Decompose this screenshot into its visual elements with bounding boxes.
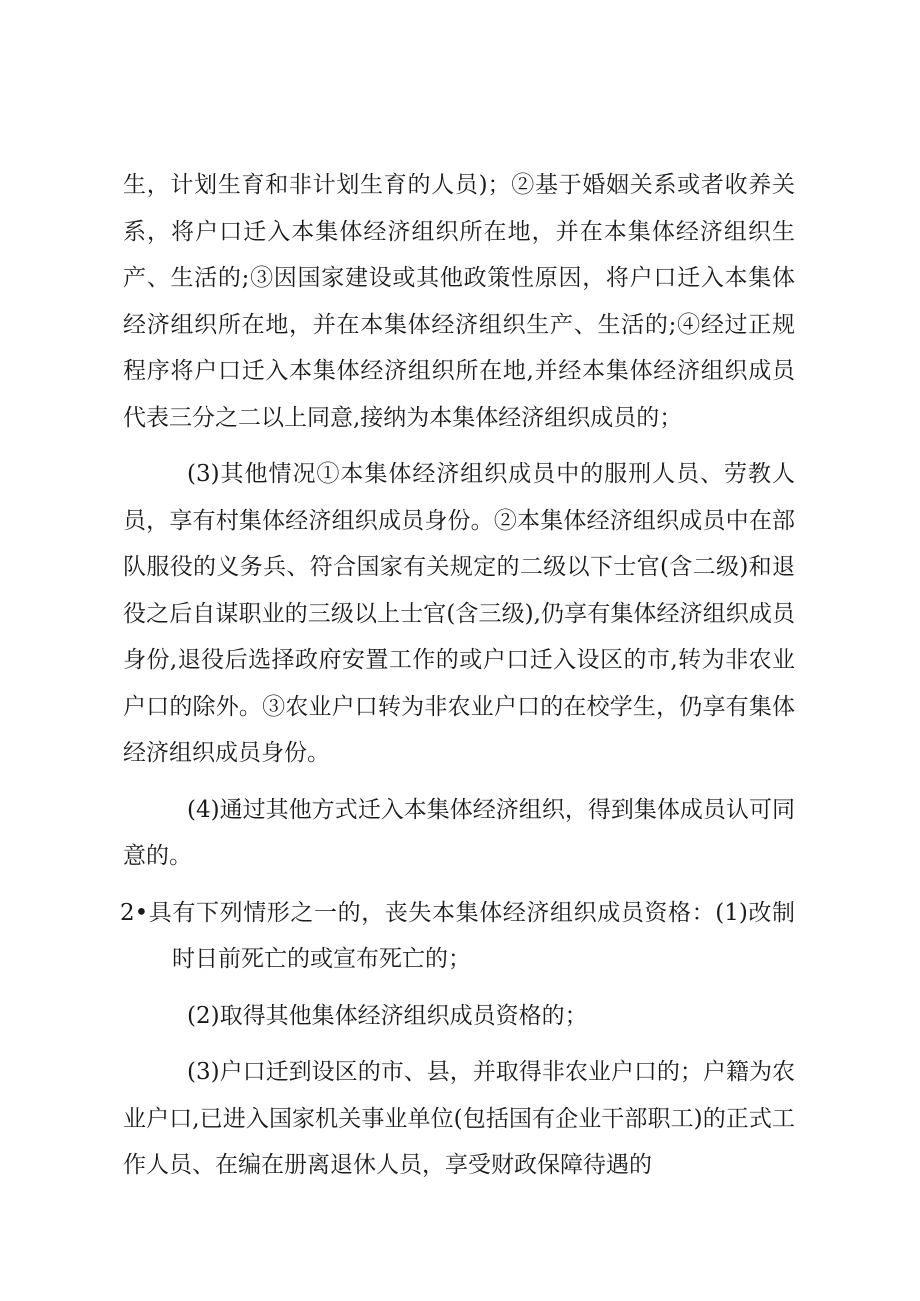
paragraph-section-2: 2•具有下列情形之一的，丧失本集体经济组织成员资格：(1)改制时日前死亡的或宣布死亡的； xyxy=(120,899,795,972)
paragraph-section-2-item-2: (2)取得其他集体经济组织成员资格的； xyxy=(187,1002,588,1029)
paragraph-item-4: (4)通过其他方式迁入本集体经济组织，得到集体成员认可同意的。 xyxy=(123,796,795,869)
paragraph-continuation: 生，计划生育和非计划生育的人员)；②基于婚姻关系或者收养关系，将户口迁入本集体经济组织所在地，并在本集体经济组织生产、生活的;③因国家建设或其他政策性原因，将户口迁入本集体经济组织所在地，并在本集体经济组织生产、生活的;④经过正规程序将户口迁入本集体经济组织所在地,并经本集体经济组织成员代表三分之二以上同意,接纳为本集体经济组织成员的； xyxy=(123,172,795,431)
document-body xyxy=(120,162,795,1189)
paragraph-section-2-item-3: (3)户口迁到设区的市、县，并取得非农业户口的；户籍为农业户口,已进入国家机关事业单位(包括国有企业干部职工)的正式工作人员、在编在册离退休人员，享受财政保障待遇的 xyxy=(123,1059,795,1178)
paragraph-item-3: (3)其他情况①本集体经济组织成员中的服刑人员、劳教人员，享有村集体经济组织成员身份。②本集体经济组织成员中在部队服役的义务兵、符合国家有关规定的二级以下士官(含二级)和退役之后自谋职业的三级以上士官(含三级),仍享有集体经济组织成员身份,退役后选择政府安置工作的或户口迁入设区的市,转为非农业户口的除外。③农业户口转为非农业户口的在校学生，仍享有集体经济组织成员身份。 xyxy=(123,461,795,766)
